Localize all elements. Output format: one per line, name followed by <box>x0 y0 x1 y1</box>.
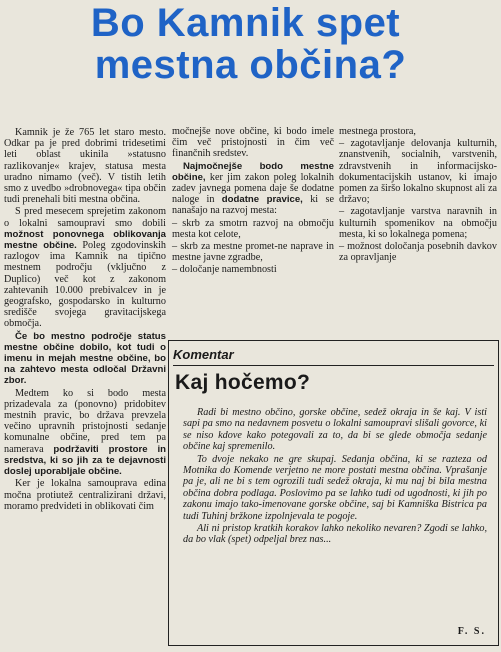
text-run: ker jim zakon poleg lokalnih zadev javnega pomena daje še dodatne naloge in <box>172 171 334 206</box>
komentar-paragraph: To dvoje nekako ne gre skupaj. Sedanja občina, ki se razteza od Motnika do Komende verjetno ne more postati mestna občina. Vprašanje pa je, ali ne bi s tem ogrozili tudi sedež okraja, ki mu naj bi bila mestna občina dobra podlaga. Poslovimo pa se lahko tudi od ugodnosti, ki jih po zakonu imajo tako-imenovane gorske občine, saj bi Kamniška Bistrica pa tudi Tuhinj bržkone izpolnjevala te pogoje. <box>183 453 487 522</box>
komentar-divider <box>173 365 494 366</box>
text-run: Poleg zgodovinskih razlogov ima Kamnik na tipično mestnem področju (vključno z Duplico) več kot z zakonom zahtevanih 10.000 prebivalcev in je geografsko, gospodarsko in kulturno središče svojega gravitacijskega območja. <box>4 240 166 330</box>
bold-run: dodatne pravice, <box>221 194 303 206</box>
column1-paragraph-2 <box>4 206 166 329</box>
column1-paragraph-4 <box>4 388 166 478</box>
column1-paragraph-5: Ker je lokalna samouprava edina močna protiutež centralizirani državi, moramo predvideti in oblikovati čim <box>4 478 166 512</box>
list-item: – zagotavljanje delovanja kulturnih, znanstvenih, socialnih, varstvenih, zdravstvenih in informacijsko-dokumentacijskih ustanov, ki imajo pomen za širšo lokalno skupnost ali za državo; <box>339 138 497 206</box>
list-item: – skrb za smotrn razvoj na območju mesta kot celote, <box>172 217 334 240</box>
headline-line-1: Bo Kamnik spet <box>90 1 401 45</box>
komentar-paragraph: Ali ni pristop kratkih korakov lahko nekoliko nevaren? Zgodi se lahko, da bo vlak (spet) odpeljal brez nas... <box>183 523 487 546</box>
text-run: Medtem ko si bodo mesta prizadevala za (ponovno) pridobitev mestnih pravic, bo država prevzela večino upravnih pristojnosti sedanje komunalne občine, pred tem pa namerava <box>4 387 166 455</box>
article-column-2 <box>172 126 334 277</box>
column3-paragraph-1: mestnega prostora, <box>339 126 416 137</box>
article-headline <box>0 2 501 86</box>
column1-paragraph-1: Kamnik je že 765 let staro mesto. Odkar pa je pred dobrimi tridesetimi leti oblast ukinila »statusno razlikovanje« krajev, statusa mesta uradno nimamo (več). V tistih letih smo z uvedbo »drobnovega« tipa občin tudi prenehali biti mestna občina. <box>4 127 166 206</box>
bold-run: Najmočnejše bodo mestne občine, <box>172 160 334 183</box>
komentar-box <box>168 340 499 646</box>
komentar-label: Komentar <box>173 347 234 362</box>
komentar-title: Kaj hočemo? <box>175 371 311 394</box>
list-item: – določanje namembnosti <box>172 264 277 276</box>
list-item: – skrb za mestne promet-ne naprave in mestne javne zgradbe, <box>172 241 334 264</box>
komentar-body <box>183 407 487 547</box>
column2-paragraph-2 <box>172 161 334 217</box>
column1-paragraph-3: Če bo mestno področje status mestne občine dobilo, kot tudi o imenu in mejah mestne občine, bo na zahtevo mesta odločal Državni zbor. <box>4 330 166 387</box>
text-run: ki se nanašajo na razvoj mesta: <box>172 194 334 217</box>
bold-run: podržaviti prostore in sredstva, ki so jih za te dejavnosti doslej uporabljale občine. <box>4 443 166 478</box>
bold-run: možnost ponovnega oblikovanja mestne občine. <box>4 228 166 252</box>
column2-paragraph-1: močnejše nove občine, ki bodo imele čim več pristojnosti in čim več finančnih sredstev. <box>172 126 334 160</box>
article-column-3 <box>339 126 497 264</box>
article-column-1 <box>4 127 166 513</box>
list-item: – možnost določanja posebnih davkov za opravljanje <box>339 241 497 264</box>
text-run: S pred mesecem sprejetim zakonom o lokalni samoupravi smo dobili <box>4 206 166 229</box>
komentar-paragraph: Radi bi mestno občino, gorske občine, sedež okraja in še kaj. V isti sapi pa smo na nedavnem posvetu o lokalni samoupravi slišali govorce, ki se niso kdove kako potegovali za to, da bi se glede območja sedanje občine kaj spremenilo. <box>183 407 487 453</box>
headline-line-2: mestna občina? <box>94 43 407 87</box>
komentar-signature: F. S. <box>457 626 486 637</box>
list-item: – zagotavljanje varstva naravnih in kulturnih spomenikov na območju mesta, ki so lokalnega pomena; <box>339 206 497 240</box>
